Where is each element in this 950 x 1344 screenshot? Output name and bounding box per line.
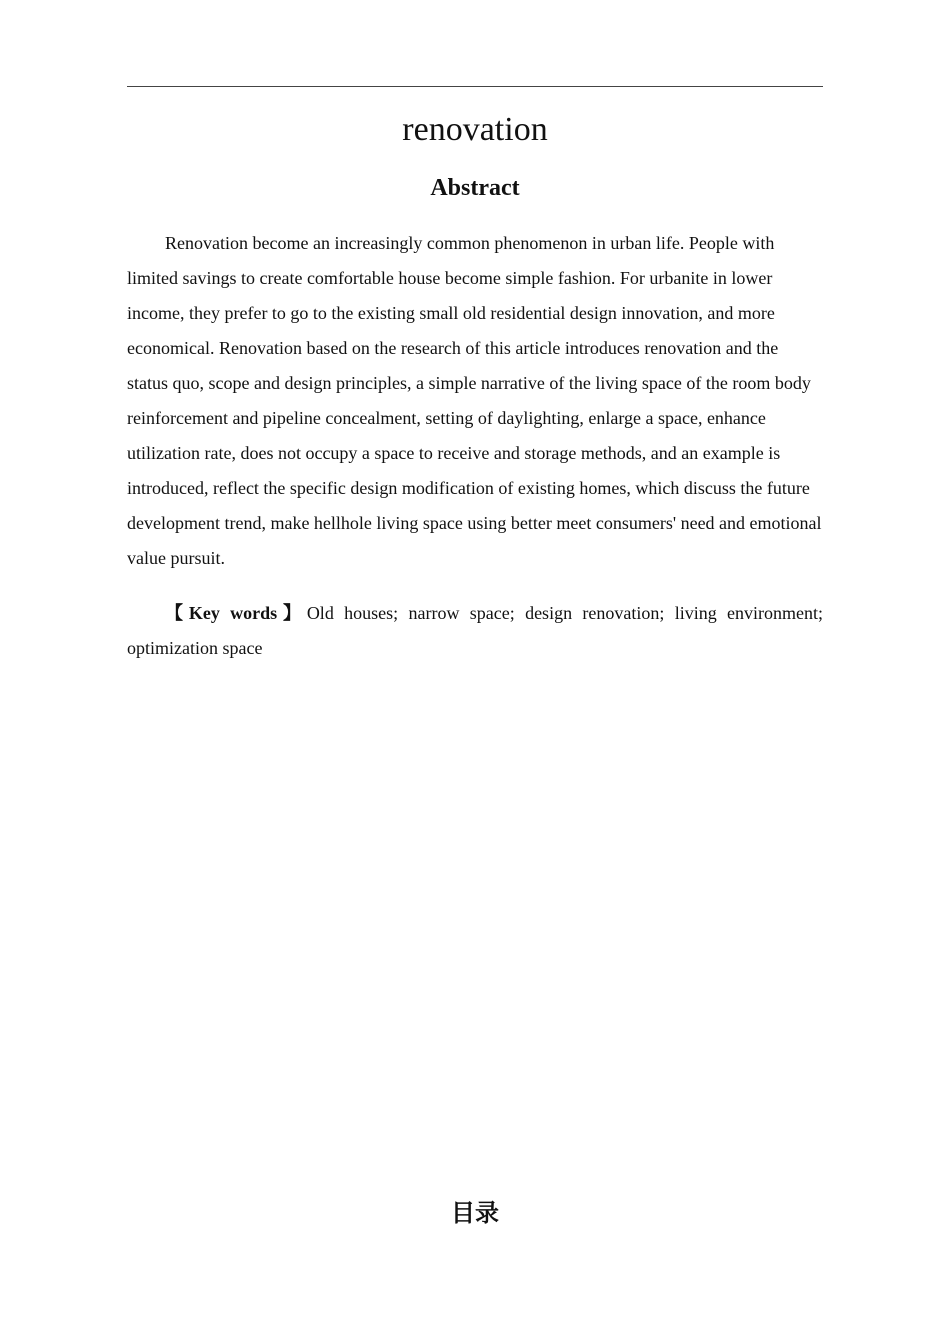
abstract-heading: Abstract <box>430 175 520 201</box>
document-title: renovation <box>402 111 548 148</box>
header-rule <box>127 86 823 87</box>
keywords-label: 【Key words】 <box>165 603 307 623</box>
table-of-contents-heading: 目录 <box>451 1199 499 1227</box>
abstract-paragraph: Renovation become an increasingly common phenomenon in urban life. People with limited savings to create comfortable house become simple fashion. For urbanite in lower income, they prefer to go to the existing small old residential design innovation, and more economical. Renovation based on the research of this article introduces renovation and the status quo, scope and design principles, a simple narrative of the living space of the room body reinforcement and pipeline concealment, setting of daylighting, enlarge a space, enhance utilization rate, does not occupy a space to receive and storage methods, and an example is introduced, reflect the specific design modification of existing homes, which discuss the future development trend, make hellhole living space using better meet consumers' need and emotional value pursuit. <box>127 233 822 568</box>
keywords-text: Old houses; narrow space; design renovation; living environment; optimization space <box>127 603 823 658</box>
keywords-paragraph <box>127 596 823 666</box>
